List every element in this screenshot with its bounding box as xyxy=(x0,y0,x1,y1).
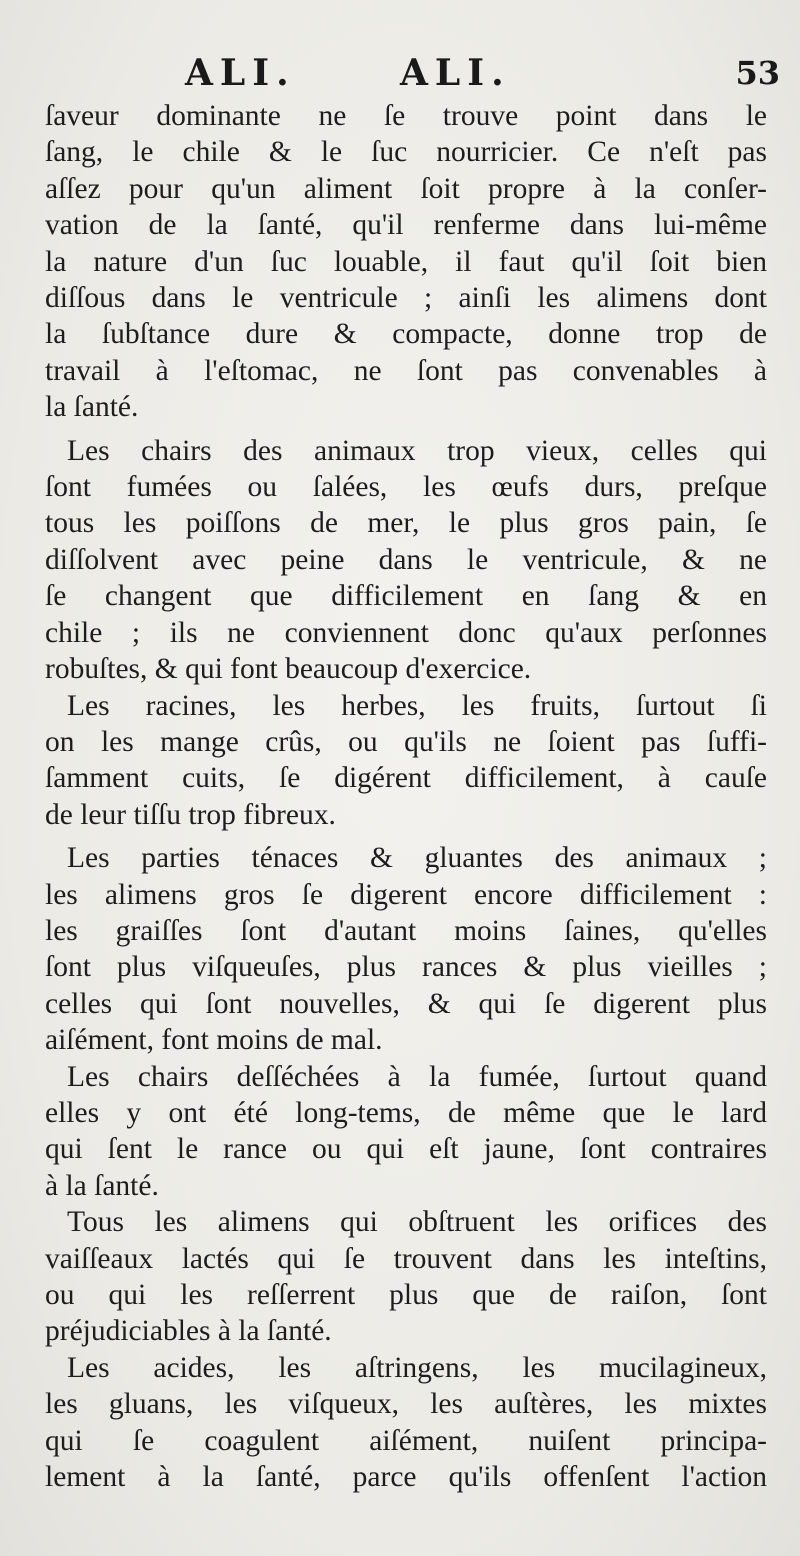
paragraph xyxy=(45,840,767,1058)
text-line: Les acides, les aſtringens, les mucilagineux, xyxy=(67,1351,767,1384)
text-line: Les racines, les herbes, les fruits, ſurtout ſi xyxy=(67,689,767,722)
text-line: lement à la ſanté, parce qu'ils offenſent l'action xyxy=(45,1461,767,1494)
running-title-right: ALI. xyxy=(400,52,511,94)
paragraph xyxy=(45,1204,767,1350)
paragraph xyxy=(45,1059,767,1205)
text-line: diſſolvent avec peine dans le ventricule, & ne xyxy=(45,543,767,576)
text-line: Les parties ténaces & gluantes des animaux ; xyxy=(67,842,767,875)
text-line: celles qui ſont nouvelles, & qui ſe digerent plus xyxy=(45,987,767,1020)
page-header xyxy=(0,52,800,102)
running-title-left: ALI. xyxy=(185,52,296,94)
text-line: diſſous dans le ventricule ; ainſi les alimens dont xyxy=(45,282,767,315)
text-line: Les chairs des animaux trop vieux, celles qui xyxy=(67,434,767,467)
text-line: les graiſſes ſont d'autant moins ſaines, qu'elles xyxy=(45,914,767,947)
paragraph xyxy=(45,433,767,688)
text-line: ſont plus viſqueuſes, plus rances & plus vieilles ; xyxy=(45,951,767,984)
text-line: de leur tiſſu trop fibreux. xyxy=(45,798,336,831)
text-line: on les mange crûs, ou qu'ils ne ſoient pas ſuffi- xyxy=(45,725,767,758)
paragraph xyxy=(45,688,767,834)
text-line: les alimens gros ſe digerent encore difficilement : xyxy=(45,878,767,911)
text-line: ſamment cuits, ſe digérent difficilement, à cauſe xyxy=(45,762,767,795)
text-line: vaiſſeaux lactés qui ſe trouvent dans les inteſtins, xyxy=(45,1242,767,1275)
text-line: aſſez pour qu'un aliment ſoit propre à la conſer- xyxy=(45,172,767,205)
text-line: robuſtes, & qui font beaucoup d'exercice. xyxy=(45,653,532,686)
text-line: la ſubſtance dure & compacte, donne trop de xyxy=(45,318,767,351)
text-line: qui ſe coagulent aiſément, nuiſent principa- xyxy=(45,1424,767,1457)
text-line: ſe changent que difficilement en ſang & en xyxy=(45,580,767,613)
text-line: ou qui les reſſerrent plus que de raiſon, ſont xyxy=(45,1279,767,1311)
text-line: préjudiciables à la ſanté. xyxy=(45,1315,332,1348)
text-line: ſang, le chile & le ſuc nourricier. Ce n'eſt pas xyxy=(45,136,767,169)
text-line: à la ſanté. xyxy=(45,1169,159,1202)
body-text xyxy=(45,98,767,1495)
text-line: travail à l'eſtomac, ne ſont pas convenables à xyxy=(45,354,767,387)
text-line: Les chairs deſſéchées à la fumée, ſurtout quand xyxy=(67,1060,767,1093)
paragraph xyxy=(45,1350,767,1496)
text-line: la nature d'un ſuc louable, il faut qu'il ſoit bien xyxy=(45,245,767,278)
text-line: vation de la ſanté, qu'il renferme dans lui-même xyxy=(45,209,767,242)
text-line: aiſément, font moins de mal. xyxy=(45,1024,383,1057)
text-line: Tous les alimens qui obſtruent les orifices des xyxy=(67,1206,767,1239)
page-number: 53 xyxy=(735,54,780,92)
text-line: la ſanté. xyxy=(45,391,139,424)
text-line: ſont fumées ou ſalées, les œufs durs, preſque xyxy=(45,471,767,504)
text-line: tous les poiſſons de mer, le plus gros pain, ſe xyxy=(45,507,767,540)
text-line: chile ; ils ne conviennent donc qu'aux perſonnes xyxy=(45,616,767,649)
text-line: elles y ont été long-tems, de même que le lard xyxy=(45,1096,767,1129)
text-line: qui ſent le rance ou qui eſt jaune, ſont contraires xyxy=(45,1133,767,1166)
text-line: les gluans, les viſqueux, les auſtères, les mixtes xyxy=(45,1388,767,1421)
paragraph xyxy=(45,98,767,426)
text-line: ſaveur dominante ne ſe trouve point dans le xyxy=(45,100,767,132)
